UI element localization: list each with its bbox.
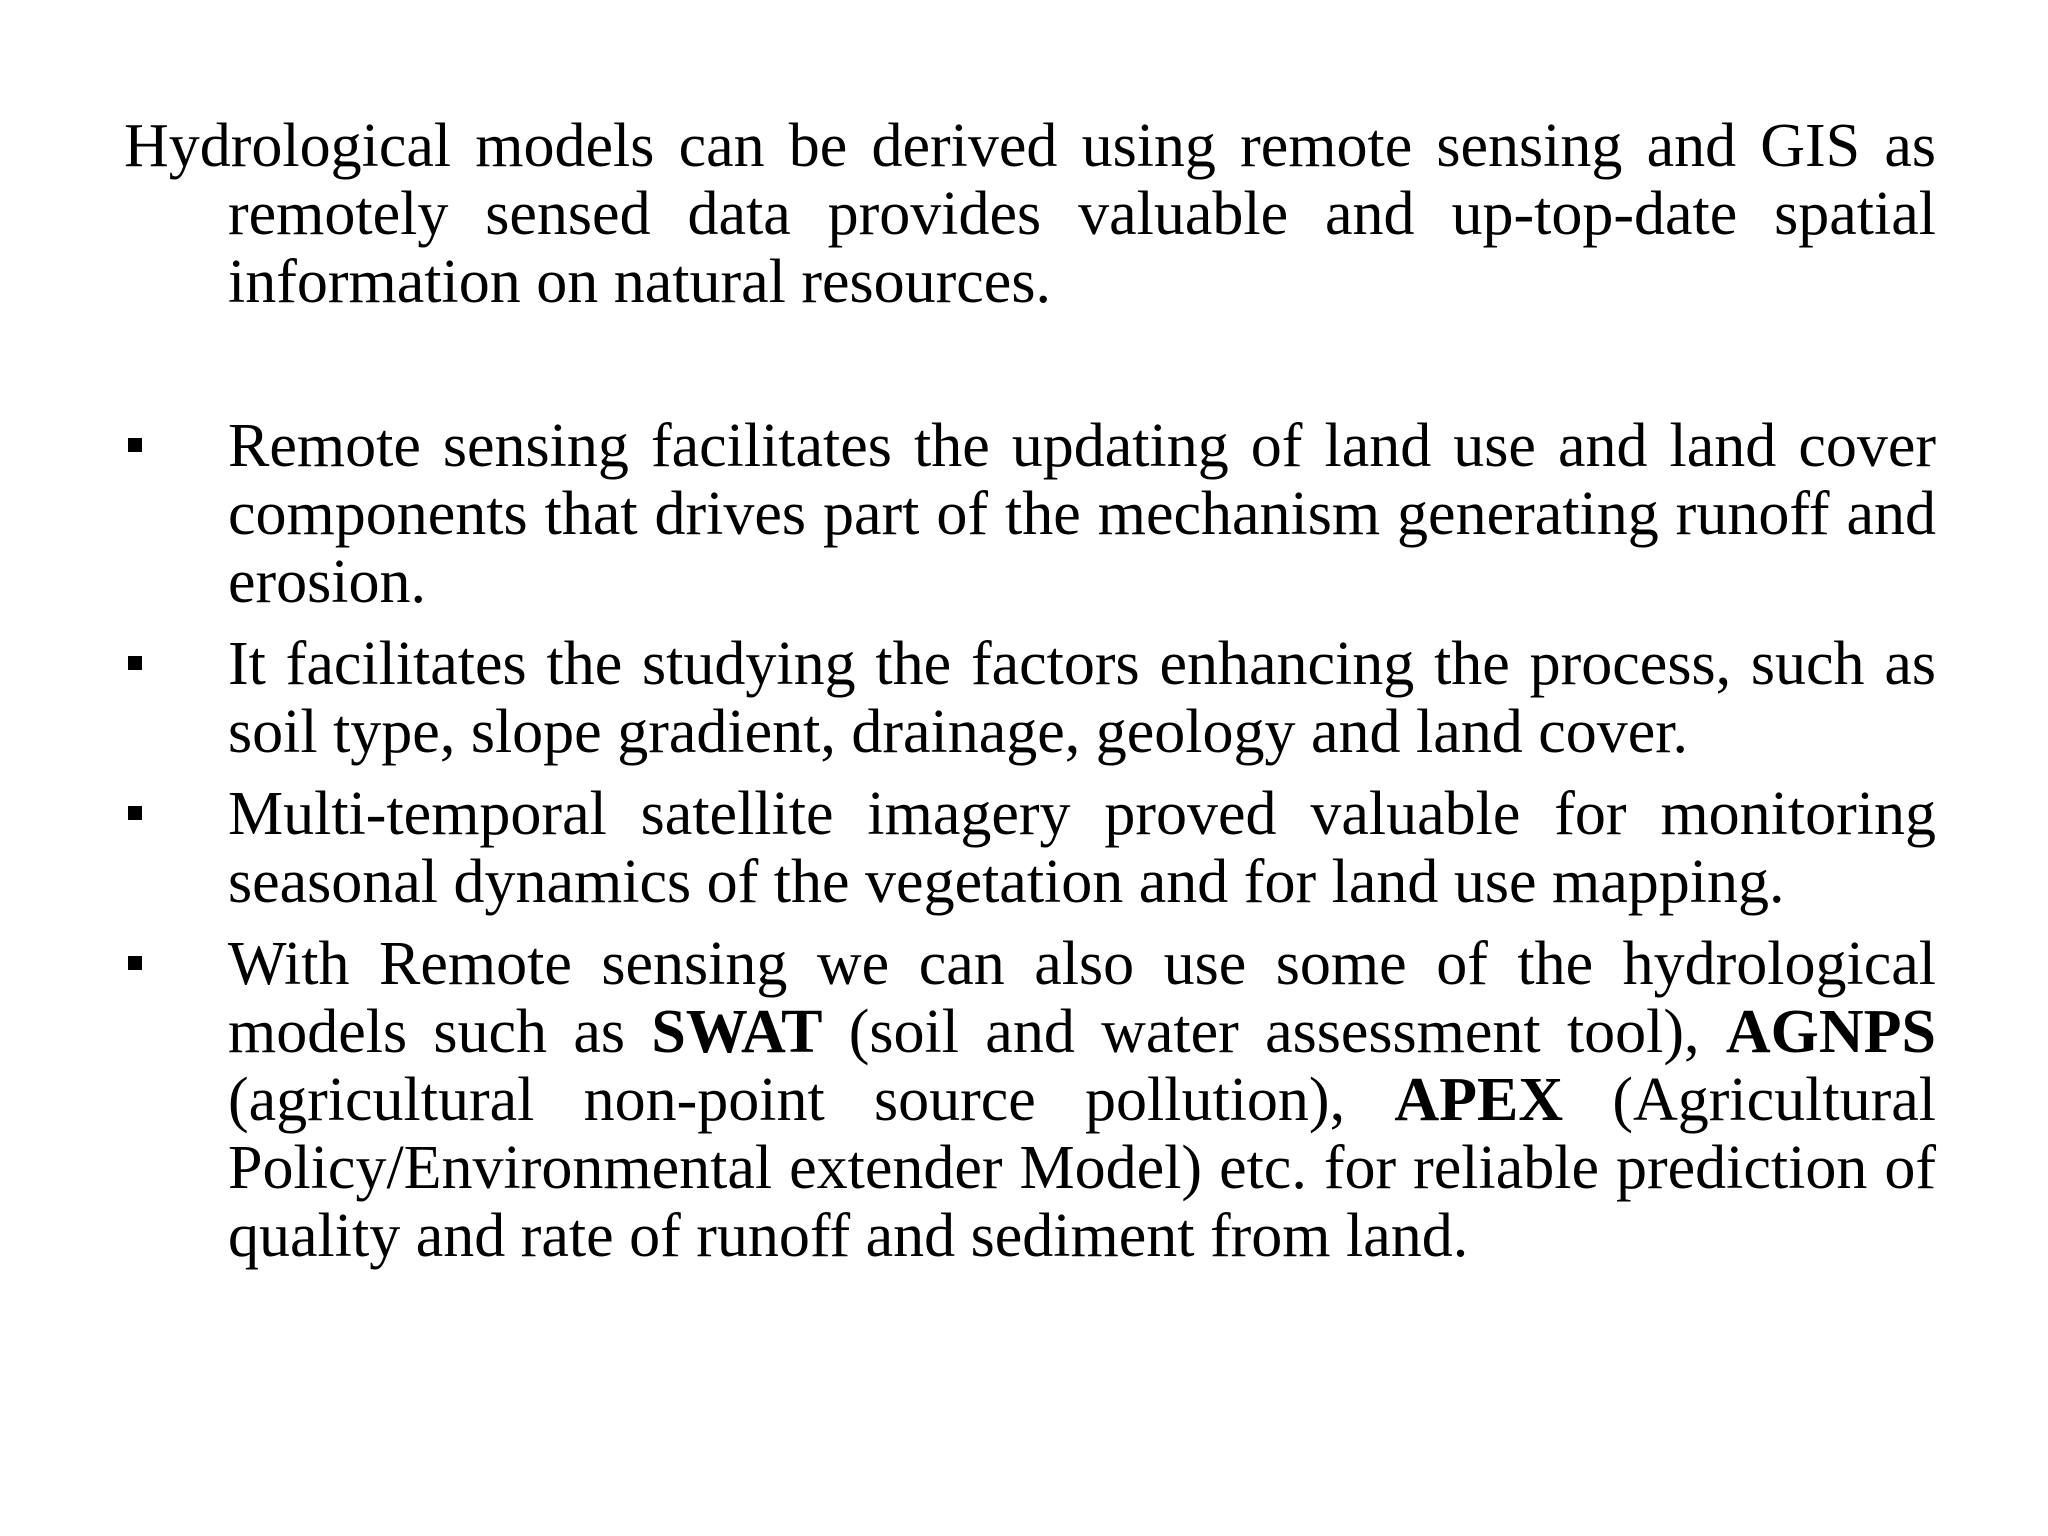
list-item	[124, 930, 1936, 1270]
bullet-text-part: (agricultural non-point source pollution),	[228, 1066, 1395, 1134]
model-name-swat: SWAT	[651, 998, 823, 1066]
model-name-apex: APEX	[1394, 1066, 1564, 1134]
bullet-text: Multi-temporal satellite imagery proved valuable for monitoring seasonal dynamics of the vegetation and for land use mapping.	[228, 780, 1936, 916]
bullet-text: Remote sensing facilitates the updating of land use and land cover components that drives part of the mechanism generating runoff and erosion.	[228, 412, 1936, 616]
bullet-list	[124, 412, 1936, 1284]
square-bullet-icon	[128, 956, 142, 970]
slide-content	[124, 112, 1937, 1270]
list-item	[124, 412, 1936, 616]
intro-paragraph: Hydrological models can be derived using remote sensing and GIS as remotely sensed data provides valuable and up-top-date spatial information on natural resources.	[124, 112, 1936, 316]
list-item	[124, 630, 1936, 766]
bullet-text-part: With Remote sensing we can also use some of the hydrological models such as	[228, 930, 1936, 1066]
bullet-text	[228, 930, 1936, 1270]
square-bullet-icon	[128, 656, 142, 670]
square-bullet-icon	[128, 806, 142, 820]
square-bullet-icon	[128, 438, 142, 452]
model-name-agnps: AGNPS	[1725, 998, 1937, 1066]
bullet-text-part: (Agricultural Policy/Environmental extender Model) etc. for reliable prediction of quality and rate of runoff and sediment from land.	[228, 1066, 1937, 1270]
bullet-text-part: (soil and water assessment tool),	[822, 998, 1726, 1066]
list-item	[124, 780, 1936, 916]
bullet-text: It facilitates the studying the factors enhancing the process, such as soil type, slope gradient, drainage, geology and land cover.	[228, 630, 1936, 766]
